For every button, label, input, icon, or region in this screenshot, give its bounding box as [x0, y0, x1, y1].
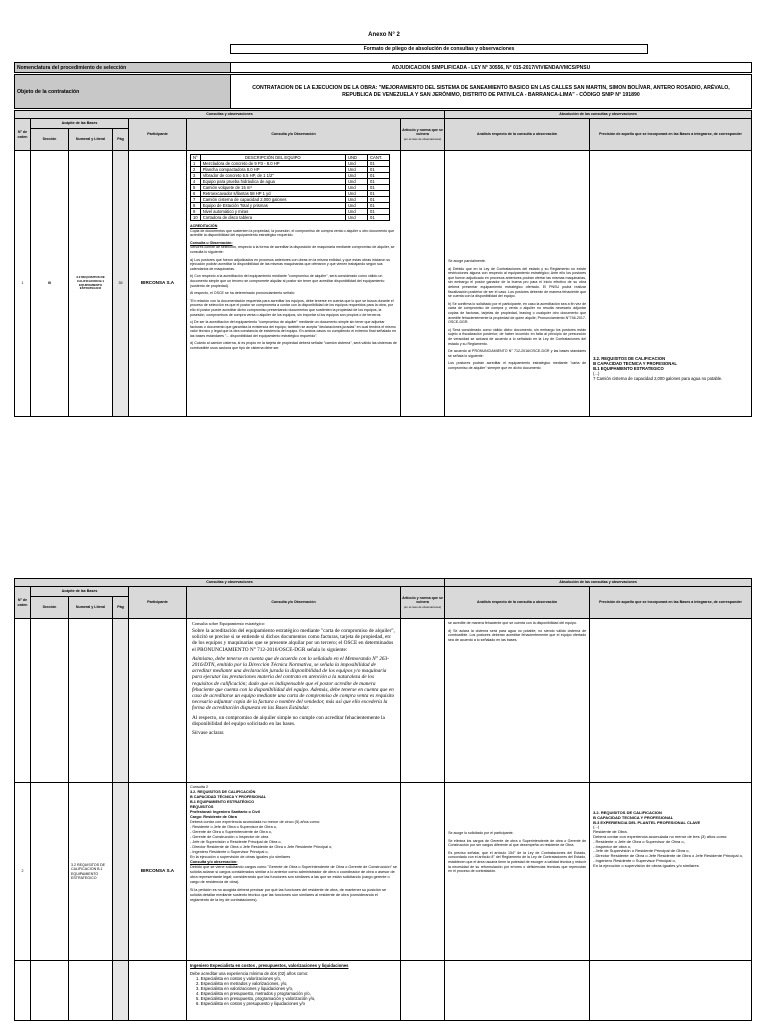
analysis-paragraph: Se elimina los cargos de Gerente de obra o Superintendente de obra o Gerente de Construcción por ser cargos diferente al que desempeña un residente de Obra. — [448, 838, 587, 848]
observation-paragraph: d) Cuánto al camión cisterna, si es propio en la tarjeta de propiedad deberá señalar "camión cisterna", será válido las cisternas de combustible usos acciona que tipo de cisterna debe ser. — [190, 341, 397, 351]
row-participant — [129, 961, 187, 1021]
equip-cant: 01 — [368, 215, 390, 221]
equip-no: 7 — [191, 197, 201, 203]
row-participant: BIRCONSA S.A — [129, 151, 187, 417]
observation-paragraph: Al respecto, el OSCE se ha determinado pronunciamiento señaló: — [190, 291, 295, 296]
equip-desc: Camión cisterna de capacidad 2,000 galones — [200, 197, 345, 203]
observation-paragraph: a) Los postores que fueron adjudicados en procesos anteriores con obras en la misma entidad, y que estas obras iniciaron su ejecución podrán acreditar la disponibilidad de las mismas maquinarias que ofertaron y que vienen trabajando según sus calendarios de maquinarias. — [190, 257, 391, 271]
analysis-paragraph: Se acoge lo solicitado por el participante. — [448, 831, 514, 835]
consulta-line: 1. Especialista en costos y valorizaciones y/o, — [196, 976, 281, 981]
analysis-paragraph: Se acoge parcialmente. — [448, 259, 486, 263]
object-value: CONTRATACION DE LA EJECUCION DE LA OBRA: "MEJORAMIENTO DEL SISTEMA DE SANEAMIENTO BASICO EN LAS CALLES SAN MARTIN, SIMON BOLÍVAR, ANTERO ROSADIO, ARÉVALO, REPUBLICA DE VENEZUELA Y SAN JERÓNIMO, DISTRITO DE PATIVILCA - BARRANCA-LIMA" - CÓDIGO SNIP N° 191890 — [231, 75, 752, 109]
equip-col-no: N° — [191, 155, 201, 161]
equip-desc: Equipo para prueba hidráulica de agua — [200, 179, 345, 185]
analysis-paragraph: a) Debido que en la Ley de Contrataciones del estado y su Reglamento no existe restricciones alguna con respecto al equipamiento estratégico; Ante ello los postores que fueron adjudicado en procesos anteriores podrán ofertar las mismas maquinarias, sin embargo el postor ganador de la buena pro para el inicio efectivo de su obra deberá presentar equipamiento estratégico ofertado. El PNSU podrá realizar fiscalización posterior de ser el caso. Los postores deberán de manera fehaciente que se cuenta con la disponibilidad del equipo. — [448, 266, 587, 299]
annex-title: Anexo N° 2 — [368, 32, 400, 38]
header-absolucion: Absolución de las consultas y observaciones — [445, 111, 752, 119]
row-order — [15, 619, 31, 783]
header-acapite: Acápite de las Bases — [31, 119, 129, 129]
equip-und: Und — [346, 185, 368, 191]
row-consulta-scan — [187, 619, 401, 783]
consulta-line: Consulta y/o observación: — [190, 860, 238, 864]
header-precision: Precisión de aquello que se incorporará en las Bases a integrarse, de corresponder — [590, 587, 752, 619]
header-seccion: Sección — [31, 129, 69, 151]
header-no-orden: N° de orden — [15, 587, 31, 619]
scan-paragraph: Sírvase aclarar. — [192, 730, 225, 737]
equip-cant: 01 — [368, 161, 390, 167]
precision-line: B.3 EXPERIENCIA DEL PLANTEL PROFESIONAL CLAVE — [593, 819, 701, 825]
equipment-row — [191, 215, 390, 221]
equip-und: Und — [346, 161, 368, 167]
header-pag: Pág — [113, 129, 129, 151]
header-no-orden: N° de orden — [15, 119, 31, 151]
precision-line: 7 Camión cisterna de capacidad 2,000 galones para agua no potable. — [593, 376, 723, 381]
row-precision — [590, 151, 752, 417]
analysis-paragraph: c) Será considerado como válido dicho documento, sin embargo los postores están sujeto a fiscalización posterior; de haber incurrido en falta al principio de presunción de veracidad se actuará de acuerdo a lo señalado en la Ley de Contrataciones del estado y su Reglamento. — [448, 327, 587, 346]
form-subtitle: Formato de pliego de absolución de consultas y observaciones — [230, 44, 648, 54]
consulta-line: Consulta 2 — [190, 785, 209, 789]
precision-line: B CAPACIDAD TECNICA Y PROFESIONAL — [593, 361, 677, 366]
precision-line: En la ejecución o supervisión de obras iguales y/o similares — [593, 862, 699, 868]
consulta-line: En la ejecución o supervisión de obras iguales y/o similares — [190, 855, 291, 859]
consulta-line: REQUISITOS — [190, 805, 214, 809]
row-articulo — [401, 961, 445, 1021]
consulta-line: B CAPACIDAD TÉCNICA Y PROFESIONAL — [190, 795, 267, 799]
precision-line: - Inspector de obra o, — [593, 843, 632, 849]
equip-no: 9 — [191, 209, 201, 215]
analysis-paragraph: d) Se aclara la cisterna será para agua no potable; no siendo válido cisterna de combustible. Los postores deberán acreditar fehacientemente que el equipo ofertado sea de acuerdo a lo señalado en las bases. — [448, 628, 587, 642]
header-numeral: Numeral y Literal — [69, 597, 113, 619]
row-precision — [590, 961, 752, 1021]
row-analisis — [445, 619, 590, 783]
nomenclature-value: ADJUDICACION SIMPLIFICADA - LEY N° 30556, N° 015-2017/VIVIENDA/VMCS/PNSU — [231, 63, 752, 73]
row-participant: BIRCONSA S.A — [129, 783, 187, 961]
row-seccion — [31, 961, 69, 1021]
equip-no: 8 — [191, 203, 201, 209]
observation-paragraph: Señores comité de selección, respecto a la forma de acreditar la disposición de maquinaria mediante compromiso de alquiler, se consulta lo siguiente: — [190, 245, 395, 254]
analysis-paragraph: Los postores podrán acreditar el equipamiento estratégico mediante "carta de compromiso de alquiler" siempre que en dicho documento — [448, 361, 587, 370]
analysis-paragraph: se acredite de manera fehaciente que se cuenta con la disponibilidad del equipo. — [448, 621, 577, 625]
header-consulta: Consulta y/o Observación — [187, 587, 401, 619]
precision-line: - Residente o Jefe de Obra o Supervisor de Obra o, — [593, 838, 685, 844]
precision-line: - Jefe de Supervisión o Residente Principal de Obra o, — [593, 848, 690, 854]
precision-line: 3.2. REQUISITOS DE CALIFICACION — [593, 356, 666, 361]
row-seccion: III — [31, 151, 69, 417]
row-numeral: 3.2 REQUISITOS DE CALIFICACION B.1 EQUIPAMIENTO ESTRATEGICO — [69, 783, 113, 961]
precision-line: (...) — [593, 824, 600, 830]
equip-und: Und — [346, 191, 368, 197]
row-pag — [113, 783, 129, 961]
analysis-paragraph: De acuerdo al PRONUNCIAMIENTO N° 712-2016/OSCE-DGR y las bases standares se señala lo siguiente: — [448, 349, 587, 358]
equip-und: Und — [346, 215, 368, 221]
scan-quote: Asimismo, debe tenerse en cuenta que de acuerdo con lo señalado en el Memorando N° 263-2016/DTN, emitido por la Dirección Técnica Normativa, se señala la imposibilidad de acreditar mediante una declaración jurada la disponibilidad de los equipos y/o maquinaria para ejecutar las prestaciones materia del contrato en atención a la naturaleza de los requisitos de calificación; dado que es indispensable que el postor acredite de manera fehaciente que cuenta con la disponibilidad del equipo. Además, debe tenerse en cuenta que en caso de acreditarse un equipo mediante una carta de compromiso de compra venta es requisito necesario adjuntar copia de la factura o nombre del vendedor, más así que ello excedería la forma de acreditación dispuesta en las Bases Estándar. — [192, 655, 395, 712]
equip-no: 10 — [191, 215, 201, 221]
precision-line: 3.2. REQUISITOS DE CALIFICACION — [593, 810, 662, 815]
row-seccion — [31, 619, 69, 783]
equip-cant: 01 — [368, 209, 390, 215]
row-precision — [590, 619, 752, 783]
precision-line: Residente de Obra. — [593, 829, 628, 835]
header-seccion: Sección — [31, 597, 69, 619]
consulta-line: 3. Especialista en valorizaciones y liquidaciones y/o, — [196, 986, 294, 991]
equip-col-cant: CANT. — [368, 155, 390, 161]
equip-und: Und — [346, 209, 368, 215]
equip-cant: 01 — [368, 197, 390, 203]
nomenclature-row — [14, 62, 752, 73]
table-row — [15, 151, 752, 417]
row-order — [15, 961, 31, 1021]
object-row — [14, 74, 752, 109]
equip-desc: Retroexcavador s/llantas 58 HP 1 yd — [200, 191, 345, 197]
equip-desc: Vibrador de concreto 5.5 HP, de 1 1/2" — [200, 173, 345, 179]
table-row — [15, 961, 752, 1021]
consulta-line: Profesional: Ingeniero Sanitario o Civil — [190, 810, 260, 814]
equip-col-und: UND — [346, 155, 368, 161]
analysis-paragraph: b) Se confirma lo solicitado por el participante, en caso la acreditación sea a fin vez de carta de compromiso de compra y venta o alquiler no resulta necesario adjuntar copias de facturas, tarjetas de propiedad, leasing o cualquier otro documento que acredite fehacientemente la propiedad de quien alquile; Pronunciamiento N°746-2017-OSCE-DGR. — [448, 301, 587, 325]
header-consulta: Consulta y/o Observación — [187, 119, 401, 151]
equip-cant: 01 — [368, 203, 390, 209]
row-pag: 35 — [113, 151, 129, 417]
header-articulo: Artículo y norma que se vulnera (en el caso de observaciones) — [401, 119, 445, 151]
equip-desc: Plancha compactadora 8.0 HP — [200, 167, 345, 173]
equip-col-desc: DESCRIPCIÓN DEL EQUIPO — [200, 155, 345, 161]
acreditacion-text: Copia de documentos que sustenten la propiedad, la posesión, el compromiso de compra venta o alquiler u otro documento que acredite la disponibilidad del equipamiento estratégico requerido. — [190, 228, 395, 238]
equip-cant: 01 — [368, 179, 390, 185]
consulta-line: - Jefe de Supervisión o Residente Principal de Obra o, — [190, 840, 282, 844]
row-order: 1 — [15, 151, 31, 417]
equip-cant: 01 — [368, 167, 390, 173]
header-analisis: Análisis respecto de la consulta u observación — [445, 119, 590, 151]
row-order: 2 — [15, 783, 31, 961]
equipment-table — [190, 154, 390, 221]
row-articulo — [401, 619, 445, 783]
equip-desc: Nivel automático y miras — [200, 209, 345, 215]
equip-no: 1 — [191, 161, 201, 167]
precision-line: - Ingeniero Residente o Supervisor Principal o, — [593, 857, 676, 863]
observation-paragraph: b) Con respecto a la acreditación del equipamiento mediante "compromiso de alquiler", será considerado como válido un documento simple que un tercero se compromete alquilar al postor sin tener que acreditar disponibilidad del equipamiento (sustento de propiedad). — [190, 274, 385, 288]
equip-no: 2 — [191, 167, 201, 173]
observation-paragraph: "En relación con la documentación requerida para acreditar los equipos, debe tenerse en cuenta que lo que se busca durante el proceso de selección es que el postor se comprometa a contar con la disponibilidad de los equipos requeridos para la obra, por ello el postor puede acreditar dicho compromiso presentando documentos que sustenten la propiedad de los equipos, la posesión, compromisos de compra venta o alquiler de los equipos, sin importar si los equipos son propios o de terceros. — [190, 298, 394, 317]
header-acapite: Acápite de las Bases — [31, 587, 129, 597]
consulta-line: B.1 EQUIPAMIENTO ESTRATÉGICO — [190, 800, 255, 804]
row-analisis — [445, 151, 590, 417]
consulta-line: - Residente o Jefe de Obra o Supervisor de Obra o, — [190, 825, 277, 829]
acreditacion-title: ACREDITACIÓN — [190, 224, 218, 228]
row-articulo — [401, 783, 445, 961]
row-pag — [113, 961, 129, 1021]
consulta-line: - Director Residente de Obra o Jefe Residente de Obra o Jefe Residente Principal o, — [190, 845, 333, 849]
equip-cant: 01 — [368, 173, 390, 179]
consulta-line: 4. Especialista en presupuesto, metrados y programación y/o, — [196, 991, 311, 996]
row-numeral: 3.2 REQUISITOS DE CALIFICACION B.1 EQUIPAMIENTO ESTRATEGICO — [69, 151, 113, 417]
header-articulo: Artículo y norma que se vulnera (en el caso de observaciones) — [401, 587, 445, 619]
object-label: Objeto de la contratación — [15, 75, 231, 109]
consulta-line: 5. Especialista en presupuesto, programación y valorización y/o, — [196, 996, 316, 1001]
equip-desc: Cortadora de disco tablera — [200, 215, 345, 221]
equip-und: Und — [346, 197, 368, 203]
row-analisis — [445, 783, 590, 961]
row-numeral — [69, 619, 113, 783]
table-row — [15, 783, 752, 961]
equip-no: 6 — [191, 191, 201, 197]
equip-no: 3 — [191, 173, 201, 179]
equip-und: Und — [346, 173, 368, 179]
scan-heading: Consulta sobre Equipamiento estratégico: — [192, 621, 266, 626]
header-pag: Pág — [113, 597, 129, 619]
consultations-table-page-2 — [14, 578, 752, 1021]
equip-und: Und — [346, 167, 368, 173]
precision-line: (...) — [593, 371, 600, 376]
row-seccion — [31, 783, 69, 961]
equip-und: Und — [346, 203, 368, 209]
precision-line: - Director Residente de Obra o Jefe Residente de Obra o Jefe Residente Principal o, — [593, 853, 743, 859]
header-absolucion: Absolución de las consultas y observaciones — [445, 579, 752, 587]
header-numeral: Numeral y Literal — [69, 129, 113, 151]
row-precision — [590, 783, 752, 961]
consulta-line: Deberá contar con experiencia acumulada no menor de cinco (5) años como: — [190, 820, 321, 824]
consultations-table-page-1 — [14, 110, 752, 417]
nomenclature-label: Nomenclatura del procedimiento de selección — [15, 63, 231, 73]
equip-no: 5 — [191, 185, 201, 191]
equip-cant: 01 — [368, 191, 390, 197]
consulta-line: Ingeniero Especialista en costos , presupuestos, valorizaciones y liquidaciones — [190, 963, 349, 968]
row-consulta — [187, 151, 401, 417]
consulta-line: - Ingeniero Residente o Supervisor Principal o, — [190, 850, 269, 854]
equip-no: 4 — [191, 179, 201, 185]
precision-line: B CAPACIDAD TECNICA Y PROFESIONAL — [593, 814, 674, 820]
header-participante: Participante — [129, 587, 187, 619]
consulta-line: Debido que se viene solicitando cargos como "Gerente de Obra o Superintendente de Obra o Gerente de Construcción" se solicita aclarar si cargos considerados similar a lo anterior como administrador de obra o coordinador de obra o asesor de obra representante legal; considerando que las funciones son similares a las que se están solicitando (cargo gerente o cargo de residencia de obra). — [190, 865, 398, 884]
consulta-line: - Gerente de Obra o Superintendente de Obra o, — [190, 830, 272, 834]
row-analisis — [445, 961, 590, 1021]
equip-desc: Equipo de Estación Total y prismas — [200, 203, 345, 209]
analysis-paragraph: Es preciso señalar, que el artículo 154° de la Ley de Contrataciones del Estado, concordado con el artículo 8° del Reglamento de la Ley de Contrataciones del Estado, establecen que el área usuaria tiene la potestad de escoger a calidad técnica y reducir la necesidad de su reformulación por errores o deficiencias técnicas que repercutan en el proceso de contratación. — [448, 850, 587, 874]
equip-und: Und — [346, 179, 368, 185]
header-consultas: Consultas y observaciones — [15, 111, 445, 119]
precision-line: Deberá contar con experiencia acumulada no menor de tres (3) años como: — [593, 833, 728, 839]
row-consulta — [187, 783, 401, 961]
equip-desc: Camión volquete de 15 m³ — [200, 185, 345, 191]
row-articulo — [401, 151, 445, 417]
consulta-line: Debe acreditar una experiencia mínima de dos (02) años como: — [190, 971, 309, 976]
row-participant — [129, 619, 187, 783]
consulta-line: 6. Especialista en costos y presupuesto y liquidaciones y/o — [196, 1001, 305, 1006]
equip-desc: Mezcladora de concreto de 9 P3 - 8.0 HP — [200, 161, 345, 167]
precision-line: B.1 EQUIPAMIENTO ESTRATEGICO — [593, 366, 664, 371]
header-analisis: Análisis respecto de la consulta u observación — [445, 587, 590, 619]
consulta-line: 3.2. REQUISITOS DE CALIFICACIÓN — [190, 790, 256, 794]
row-pag — [113, 619, 129, 783]
scan-paragraph: Al respecto, un compromiso de alquiler simple no cumple con acreditar fehacientemente la disponibilidad del equipo solicitado en las bases. — [192, 714, 385, 727]
consulta-line: - Gerente de Construcción o Inspector de obra — [190, 835, 269, 839]
equip-cant: 01 — [368, 185, 390, 191]
observation-title: Consulta u Observación: — [190, 240, 233, 245]
header-consultas: Consultas y observaciones — [15, 579, 445, 587]
consulta-line: 2. Especialista en metrados y valorizaciones, y/o, — [196, 981, 288, 986]
scan-paragraph: Sobre la acreditación del equipamiento estratégico mediante "carta de compromiso de alquiler", solicitó se precise si se entiende si dichos documentos como facturas, tarjeta de propiedad, etc de los equipos y maquinarias que se presente alquilar por un tercero; el OSCE en determinados el PRONUNCIAMIENTO N° 712-2016/OSCE-DGR señala lo siguiente: — [192, 628, 395, 653]
row-consulta — [187, 961, 401, 1021]
consulta-line: Si la petición es no acogida deberá precisar por qué las funciones del residente de obra, de mantener su posición se solicita detallar mediante sustento técnico que las funciones son similares al residente de obra (considerando el reglamento de la ley de contrataciones). — [190, 888, 387, 902]
observation-paragraph: c) De ser la acreditación del equipamiento "compromiso de alquiler" mediante un documento simple sin tener que adjuntar facturas o documento que garantiza la existencia del equipo; también se acepta "declaraciones juradas" en cual tendría el mismo valor técnico y legal que la otra constancia de existencia del equipo. En ambos casos no cumpliendo el extremo final señalado en las bases estándares "... disponibilidad del equipamiento estratégico requerido". — [190, 320, 397, 338]
header-participante: Participante — [129, 119, 187, 151]
row-numeral — [69, 961, 113, 1021]
consulta-line: Cargo: Residente de Obra — [190, 815, 237, 819]
table-row — [15, 619, 752, 783]
header-precision: Precisión de aquello que se incorporará en las Bases a integrarse, de corresponder — [590, 119, 752, 151]
